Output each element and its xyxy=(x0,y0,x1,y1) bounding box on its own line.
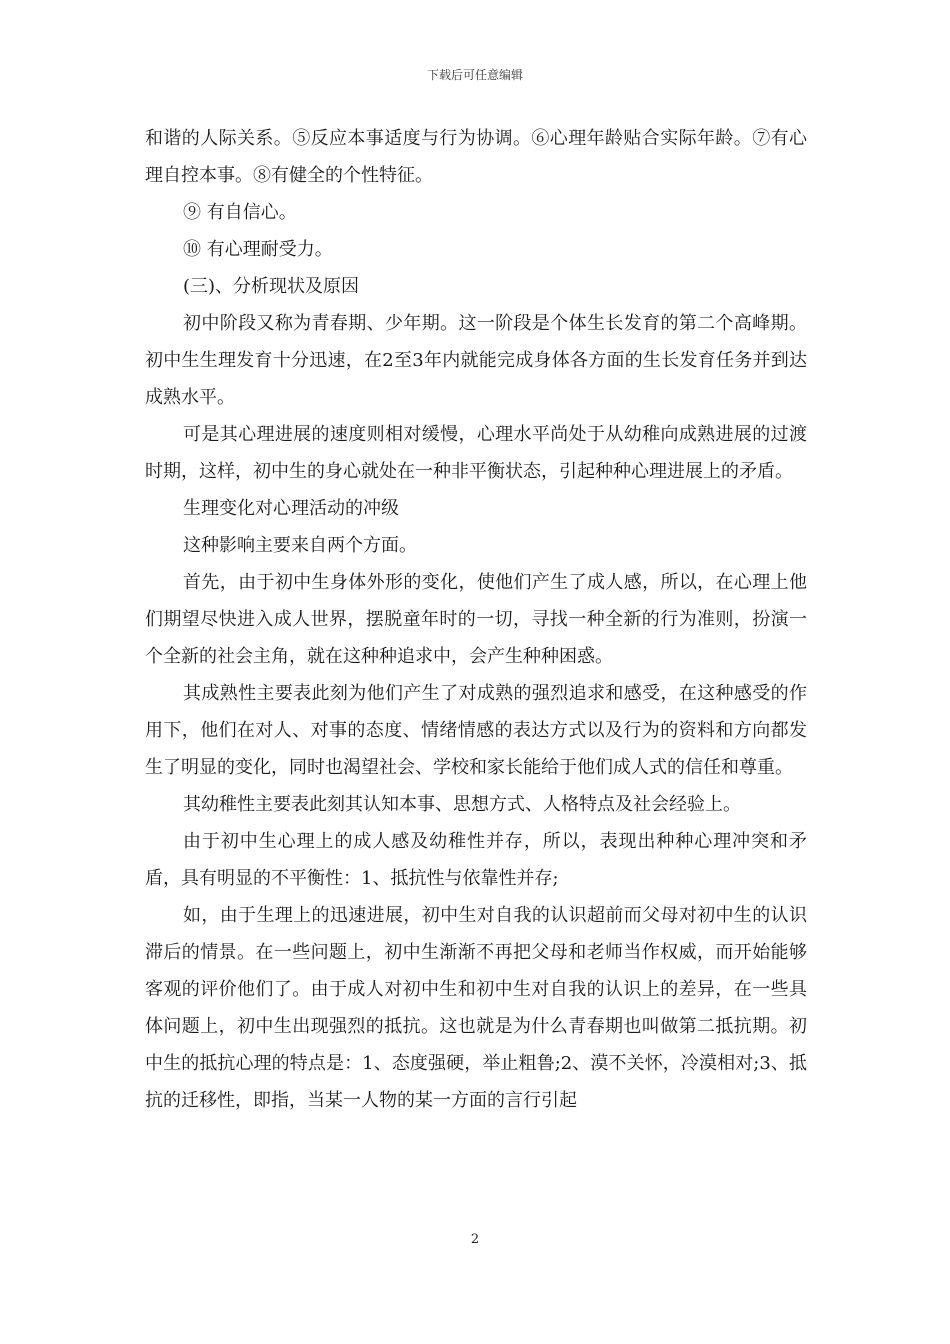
document-body xyxy=(145,120,807,1119)
page-number: 2 xyxy=(470,1232,480,1247)
paragraph: ⑨ 有自信心。 xyxy=(183,202,297,223)
paragraph: ⑩ 有心理耐受力。 xyxy=(183,239,333,260)
paragraph: 生理变化对心理活动的冲级 xyxy=(183,498,399,519)
paragraph: 由于初中生心理上的成人感及幼稚性并存，所以，表现出种种心理冲突和矛盾，具有明显的不平衡性：1、抵抗性与依靠性并存; xyxy=(145,831,807,889)
page-header: 下载后可任意编辑 xyxy=(426,68,523,82)
paragraph: 初中阶段又称为青春期、少年期。这一阶段是个体生长发育的第二个高峰期。初中生生理发育十分迅速，在2至3年内就能完成身体各方面的生长发育任务并到达成熟水平。 xyxy=(145,313,807,408)
paragraph: 其成熟性主要表此刻为他们产生了对成熟的强烈追求和感受，在这种感受的作用下，他们在对人、对事的态度、情绪情感的表达方式以及行为的资料和方向都发生了明显的变化，同时也渴望社会、学校和家长能给于他们成人式的信任和尊重。 xyxy=(145,683,807,778)
paragraph: 首先，由于初中生身体外形的变化，使他们产生了成人感，所以，在心理上他们期望尽快进入成人世界，摆脱童年时的一切，寻找一种全新的行为准则，扮演一个全新的社会主角，就在这种种追求中，会产生种种困惑。 xyxy=(145,572,807,667)
paragraph: 如，由于生理上的迅速进展，初中生对自我的认识超前而父母对初中生的认识滞后的情景。在一些问题上，初中生渐渐不再把父母和老师当作权威，而开始能够客观的评价他们了。由于成人对初中生和初中生对自我的认识上的差异，在一些具体问题上，初中生出现强烈的抵抗。这也就是为什么青春期也叫做第二抵抗期。初中生的抵抗心理的特点是：1、态度强硬，举止粗鲁;2、漠不关怀，冷漠相对;3、抵抗的迁移性，即指，当某一人物的某一方面的言行引起 xyxy=(145,905,807,1111)
paragraph: 这种影响主要来自两个方面。 xyxy=(183,535,417,556)
paragraph: 其幼稚性主要表此刻其认知本事、思想方式、人格特点及社会经验上。 xyxy=(183,794,741,815)
paragraph: 可是其心理进展的速度则相对缓慢，心理水平尚处于从幼稚向成熟进展的过渡时期，这样，初中生的身心就处在一种非平衡状态，引起种种心理进展上的矛盾。 xyxy=(145,424,807,482)
section-heading: (三)、分析现状及原因 xyxy=(183,276,360,297)
paragraph: 和谐的人际关系。⑤反应本事适度与行为协调。⑥心理年龄贴合实际年龄。⑦有心理自控本事。⑧有健全的个性特征。 xyxy=(145,128,807,186)
